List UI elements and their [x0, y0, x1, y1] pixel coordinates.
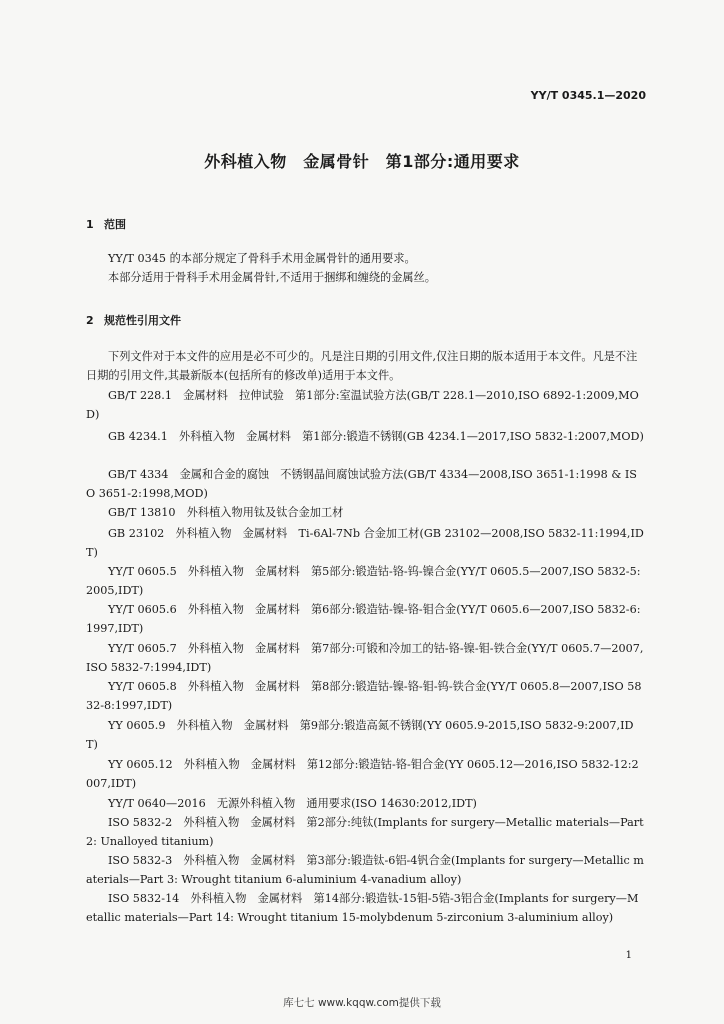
reference-entry: GB 23102 外科植入物 金属材料 Ti-6Al-7Nb 合金加工材(GB 23102—2008,ISO 5832-11:1994,IDT): [86, 527, 644, 559]
paragraph: 下列文件对于本文件的应用是必不可少的。凡是注日期的引用文件,仅注日期的版本适用于本文件。凡是不注日期的引用文件,其最新版本(包括所有的修改单)适用于本文件。: [86, 350, 638, 382]
section-heading: [86, 216, 126, 232]
page-number: 1: [625, 950, 632, 961]
reference-entry: YY/T 0605.8 外科植入物 金属材料 第8部分:锻造钴-镍-铬-钼-钨-铁合金(YY/T 0605.8—2007,ISO 5832-8:1997,IDT): [86, 680, 642, 712]
reference-entry: YY/T 0605.6 外科植入物 金属材料 第6部分:锻造钴-镍-铬-钼合金(YY/T 0605.6—2007,ISO 5832-6:1997,IDT): [86, 603, 641, 635]
download-watermark: 库七七 www.kqqw.com提供下载: [283, 997, 441, 1009]
reference-entry: ISO 5832-14 外科植入物 金属材料 第14部分:锻造钛-15钼-5锆-3铝合金(Implants for surgery—Metallic materials—Part 14: Wrought titanium 15-molybdenum 5-zirconium 3-aluminium alloy): [86, 892, 639, 924]
standard-number: YY/T 0345.1—2020: [530, 89, 646, 102]
reference-entry: YY/T 0640—2016 无源外科植入物 通用要求(ISO 14630:2012,IDT): [108, 797, 477, 810]
document-title: 外科植入物 金属骨针 第1部分:通用要求: [204, 152, 520, 171]
section-title: 范围: [104, 218, 126, 231]
reference-entry: ISO 5832-2 外科植入物 金属材料 第2部分:纯钛(Implants for surgery—Metallic materials—Part 2: Unalloyed titanium): [86, 816, 644, 848]
reference-entry: GB/T 13810 外科植入物用钛及钛合金加工材: [108, 506, 344, 519]
reference-entry: GB/T 4334 金属和合金的腐蚀 不锈钢晶间腐蚀试验方法(GB/T 4334—2008,ISO 3651-1:1998 & ISO 3651-2:1998,MOD): [86, 468, 637, 500]
reference-entry: YY/T 0605.5 外科植入物 金属材料 第5部分:锻造钴-铬-钨-镍合金(YY/T 0605.5—2007,ISO 5832-5:2005,IDT): [86, 565, 641, 597]
reference-entry: YY/T 0605.7 外科植入物 金属材料 第7部分:可锻和冷加工的钴-铬-镍-钼-铁合金(YY/T 0605.7—2007,ISO 5832-7:1994,IDT): [86, 642, 644, 674]
reference-entry: YY 0605.12 外科植入物 金属材料 第12部分:锻造钴-铬-钼合金(YY 0605.12—2016,ISO 5832-12:2007,IDT): [86, 758, 639, 790]
section-number: 2: [86, 314, 94, 327]
section-heading: [86, 312, 181, 328]
reference-entry: GB 4234.1 外科植入物 金属材料 第1部分:锻造不锈钢(GB 4234.1—2017,ISO 5832-1:2007,MOD): [108, 430, 644, 443]
paragraph: YY/T 0345 的本部分规定了骨科手术用金属骨针的通用要求。: [108, 252, 416, 265]
reference-entry: YY 0605.9 外科植入物 金属材料 第9部分:锻造高氮不锈钢(YY 0605.9-2015,ISO 5832-9:2007,IDT): [86, 719, 634, 751]
paragraph: 本部分适用于骨科手术用金属骨针,不适用于捆绑和缠绕的金属丝。: [108, 271, 436, 284]
reference-entry: ISO 5832-3 外科植入物 金属材料 第3部分:锻造钛-6铝-4钒合金(Implants for surgery—Metallic materials—Part 3: Wrought titanium 6-aluminium 4-vanadium alloy): [86, 854, 644, 886]
section-title: 规范性引用文件: [104, 314, 181, 327]
reference-entry: GB/T 228.1 金属材料 拉伸试验 第1部分:室温试验方法(GB/T 228.1—2010,ISO 6892-1:2009,MOD): [86, 389, 639, 421]
section-number: 1: [86, 218, 94, 231]
